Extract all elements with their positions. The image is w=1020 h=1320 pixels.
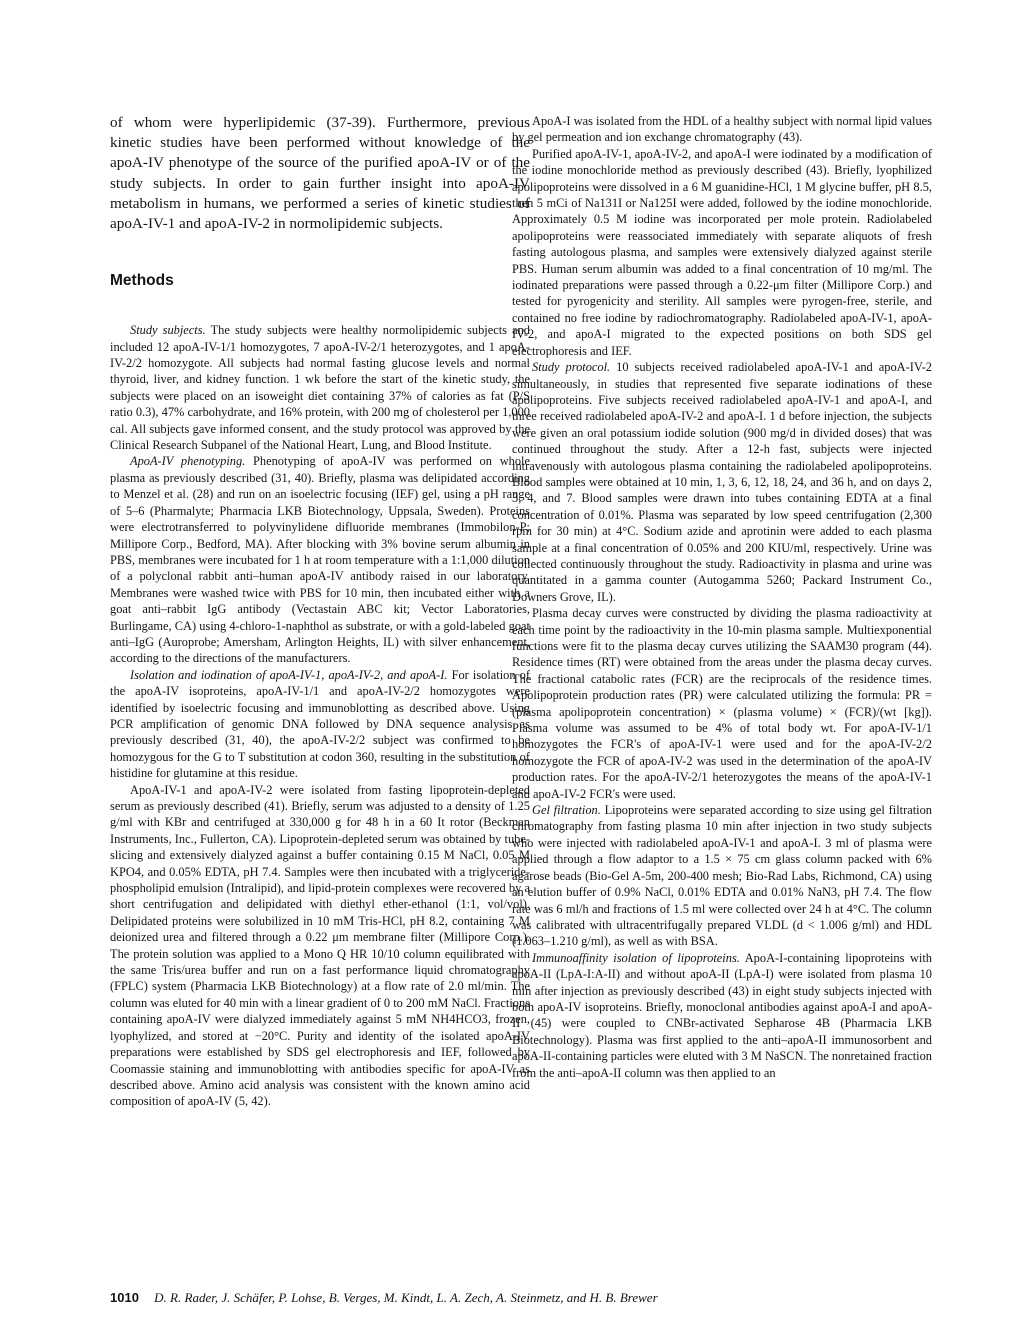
footer-authors: D. R. Rader, J. Schäfer, P. Lohse, B. Verges, M. Kindt, L. A. Zech, A. Steinmetz, and H. B. Brewer <box>154 1290 658 1305</box>
run-in-heading: Gel filtration. <box>532 803 601 818</box>
run-in-heading: Isolation and iodination of apoA-IV-1, apoA-IV-2, and apoA-I. <box>130 667 448 682</box>
intro-paragraph: of whom were hyperlipidemic (37-39). Furthermore, previous kinetic studies have been performed without knowledge of the apoA-IV phenotype of the source of the purified apoA-IV or of the study subjects. In order to gain further insight into apoA-IV metabolism in humans, we performed a series of kinetic studies of apoA-IV-1 and apoA-IV-2 in normolipidemic subjects. <box>110 114 530 233</box>
paragraph-decay-curves: Plasma decay curves were constructed by dividing the plasma radioactivity at each time point by the radioactivity in the 10-min plasma sample. Multiexponential functions were fit to the plasma decay curves utilizing the SAAM30 program (44). Residence times (RT) were obtained from the areas under the plasma decay curves. The fractional catabolic rates (FCR) are the reciprocals of the residence times. Apolipoprotein production rates (PR) were calculated utilizing the formula: PR = (plasma apolipoprotein concentration) × (plasma volume) × (FCR)/(wt [kg]). Plasma volume was assumed to be 4% of total body wt. For apoA-IV-1/1 homozygotes the FCR's of apoA-IV-1 were used and for the apoA-IV-2/2 homozygote the FCR of apoA-IV-2 was used in the determination of the apoA-IV production rates. For the apoA-IV-2/1 heterozygotes the means of the apoA-IV-1 and apoA-IV-2 FCR's were used. <box>512 606 932 801</box>
section-heading-methods: Methods <box>110 272 174 290</box>
paragraph-immunoaffinity <box>512 950 932 1081</box>
paragraph-text: 10 subjects received radiolabeled apoA-IV-1 and apoA-IV-2 simultaneously, in studies that represented five separate iodinations of these apolipoproteins. Five subjects received radiolabeled apoA-IV-1 and apoA-I, and three received radiolabeled apoA-IV-2 and apoA-I. 1 d before injection, the subjects were given an oral potassium iodide solution (900 mg/d in divided doses) that was continued throughout the study. After a 12-h fast, subjects were injected intravenously with autologous plasma containing the radiolabeled apolipoproteins. Blood samples were obtained at 10 min, 1, 3, 6, 12, 18, 24, and 36 h, and on days 2, 3, 4, and 7. Blood samples were drawn into tubes containing EDTA at a final concentration of 0.01%. Plasma was separated by low speed centrifugation (2,300 rpm for 30 min) at 4°C. Sodium azide and aprotinin were added to each plasma sample at a final concentration of 0.05% and 200 KIU/ml, respectively. Urine was collected continuously throughout the study. Radioactivity in plasma and urine was quantitated in a gamma counter (Autogamma 5260; Packard Instrument Co., Downers Grove, IL). <box>512 360 932 604</box>
paragraph-text: Lipoproteins were separated according to size using gel filtration chromatography from fasting plasma 10 min after injection in two study subjects who were injected with radiolabeled apoA-IV-1 and apoA-I. 3 ml of plasma were applied through a flow adaptor to a 1.5 × 75 cm glass column packed with 6% agarose beads (Bio-Gel A-5m, 200-400 mesh; Bio-Rad Labs, Richmond, CA) using an elution buffer of 0.9% NaCl, 0.01% EDTA and 0.01% NaN3, pH 7.4. The flow rate was 6 ml/h and fractions of 1.5 ml were collected over 24 h at 4°C. The column was calibrated with ultracentrifugally prepared VLDL (d < 1.006 g/ml) and HDL (1.063–1.210 g/ml), as well as with BSA. <box>512 803 932 949</box>
paragraph-study-subjects <box>110 322 530 453</box>
paragraph-text: For isolation of the apoA-IV isoproteins, apoA-IV-1/1 and apoA-IV-2/2 homozygotes were identified by isoelectric focusing and immunoblotting as described above. Using PCR amplification of genomic DNA followed by DNA sequence analysis as previously described (31, 40), the apoA-IV-2/2 subject was confirmed to be homozygous for the G to T substitution at codon 360, resulting in the substitution of histidine for glutamine at this residue. <box>110 667 530 781</box>
right-column <box>512 113 932 1081</box>
left-column <box>110 113 530 1110</box>
run-in-heading: ApoA-IV phenotyping. <box>130 454 246 469</box>
page-number: 1010 <box>110 1290 139 1305</box>
paragraph-gel-filtration <box>512 802 932 950</box>
run-in-heading: Immunoaffinity isolation of lipoproteins. <box>532 950 740 965</box>
paragraph-text: Phenotyping of apoA-IV was performed on whole plasma as previously described (31, 40). Briefly, plasma was delipidated according to Menzel et al. (28) and run on an isoelectric focusing (IEF) gel, using a pH range of 5–6 (Pharmalyte; Pharmacia LKB Biotechnology, Uppsala, Sweden). Proteins were electrotransferred to polyvinylidene difluoride membranes (Immobilon-P; Millipore Corp., Bedford, MA). After blocking with 3% bovine serum albumin in PBS, membranes were incubated for 1 h at room temperature with a 1:1,000 dilution of a polyclonal rabbit anti–human apoA-IV antibody raised in our laboratory. Membranes were washed twice with PBS for 10 min, then incubated either with a goat anti–rabbit IgG antibody (Vectastain ABC kit; Vector Laboratories, Burlingame, CA) using 4-chloro-1-naphthol as substrate, or with a gold-labeled goat anti–IgG (Auroprobe; Amersham, Arlington Heights, IL) with silver enhancement, according to the directions of the manufacturers. <box>110 454 530 666</box>
run-in-heading: Study subjects. <box>130 323 206 338</box>
paragraph-apoa-i-isolation: ApoA-I was isolated from the HDL of a healthy subject with normal lipid values by gel permeation and ion exchange chromatography (43). <box>512 114 932 145</box>
paragraph-phenotyping <box>110 453 530 666</box>
paragraph-study-protocol <box>512 359 932 605</box>
paragraph-text: The study subjects were healthy normolipidemic subjects and included 12 apoA-IV-1/1 homozygotes, 7 apoA-IV-2/1 heterozygotes, and 1 apoA-IV-2/2 homozygote. All subjects had normal fasting glucose levels and normal thyroid, liver, and kidney function. 1 wk before the start of the kinetic study, the subjects were placed on an isoweight diet containing 37% of calories as fat (P/S ratio 0.3), 47% carbohydrate, and 16% protein, with 200 mg of cholesterol per 1,000 cal. All subjects gave informed consent, and the study protocol was approved by the Clinical Research Subpanel of the National Heart, Lung, and Blood Institute. <box>110 323 530 453</box>
run-in-heading: Study protocol. <box>532 360 611 375</box>
paragraph-text: ApoA-I-containing lipoproteins with apoA-II (LpA-I:A-II) and without apoA-II (LpA-I) were isolated from plasma 10 min after injection as previously described (43) in eight study subjects injected with both apoA-IV isoproteins. Briefly, monoclonal antibodies against apoA-I and apoA-II (45) were coupled to CNBr-activated Sepharose 4B (Pharmacia LKB Biotechnology). Plasma was first applied to the anti–apoA-II immunosorbent and apoA-II-containing particles were eluted with 3 M NaSCN. The nonretained fraction from the anti–apoA-II column was then applied to an <box>512 950 932 1080</box>
paragraph-purification: ApoA-IV-1 and apoA-IV-2 were isolated from fasting lipoprotein-depleted serum as previously described (41). Briefly, serum was adjusted to a density of 1.25 g/ml with KBr and centrifuged at 330,000 g for 48 h in a 60 It rotor (Beckman Instruments, Inc., Fullerton, CA). Lipoprotein-depleted serum was obtained by tube-slicing and extensively dialyzed against a buffer containing 0.15 M NaCl, 0.05 M KPO4, and 0.05% EDTA, pH 7.4. Samples were then incubated with a triglyceride-phospholipid emulsion (Intralipid), and lipid-protein complexes were recovered by a short centrifugation and delipidated with diethyl ether-ethanol (1:1, vol/vol). Delipidated proteins were solubilized in 10 mM Tris-HCl, pH 8.2, containing 7 M deionized urea and filtered through a 0.22 μm membrane filter (Millipore Corp.). The protein solution was applied to a Mono Q HR 10/10 column equilibrated with the same Tris/urea buffer and run on a fast performance liquid chromatography (FPLC) system (Pharmacia LKB Biotechnology) at a flow rate of 2.0 ml/min. The column was eluted for 40 min with a linear gradient of 0 to 200 mM NaCl. Fractions containing apoA-IV were dialyzed immediately against 5 mM NH4HCO3, frozen, lyophylized, and stored at −20°C. Purity and identity of the isolated apoA-IV preparations were established by SDS gel electrophoresis and IEF, followed by Coomassie staining and immunoblotting with antibodies specific for apoA-IV as described above. Amino acid analysis was consistent with the known amino acid composition of apoA-IV (5, 42). <box>110 782 530 1109</box>
paragraph-iodination: Purified apoA-IV-1, apoA-IV-2, and apoA-I were iodinated by a modification of the iodine monochloride method as previously described (43). Briefly, lyophilized apolipoproteins were dissolved in a 6 M guanidine-HCl, 1 M glycine buffer, pH 8.5, then 5 mCi of Na131I or Na125I were added, followed by the iodine monochloride. Approximately 0.5 M iodine was incorporated per mole protein. Radiolabeled apolipoproteins were reassociated immediately with separate aliquots of fresh fasting autologous plasma, and samples were extensively dialyzed against sterile PBS. Human serum albumin was added to a final concentration of 10 mg/ml. The iodinated preparations were passed through a 0.22-μm filter (Millipore Corp.) and tested for pyrogenicity and sterility. All samples were pyrogen-free, sterile, and contained no free iodine by radiochromatography. Radiolabeled apoA-IV-1, apoA-IV-2, and apoA-I migrated to the expected positions on both SDS gel electrophoresis and IEF. <box>512 146 932 358</box>
paragraph-isolation <box>110 667 530 782</box>
page-footer <box>110 1290 930 1306</box>
